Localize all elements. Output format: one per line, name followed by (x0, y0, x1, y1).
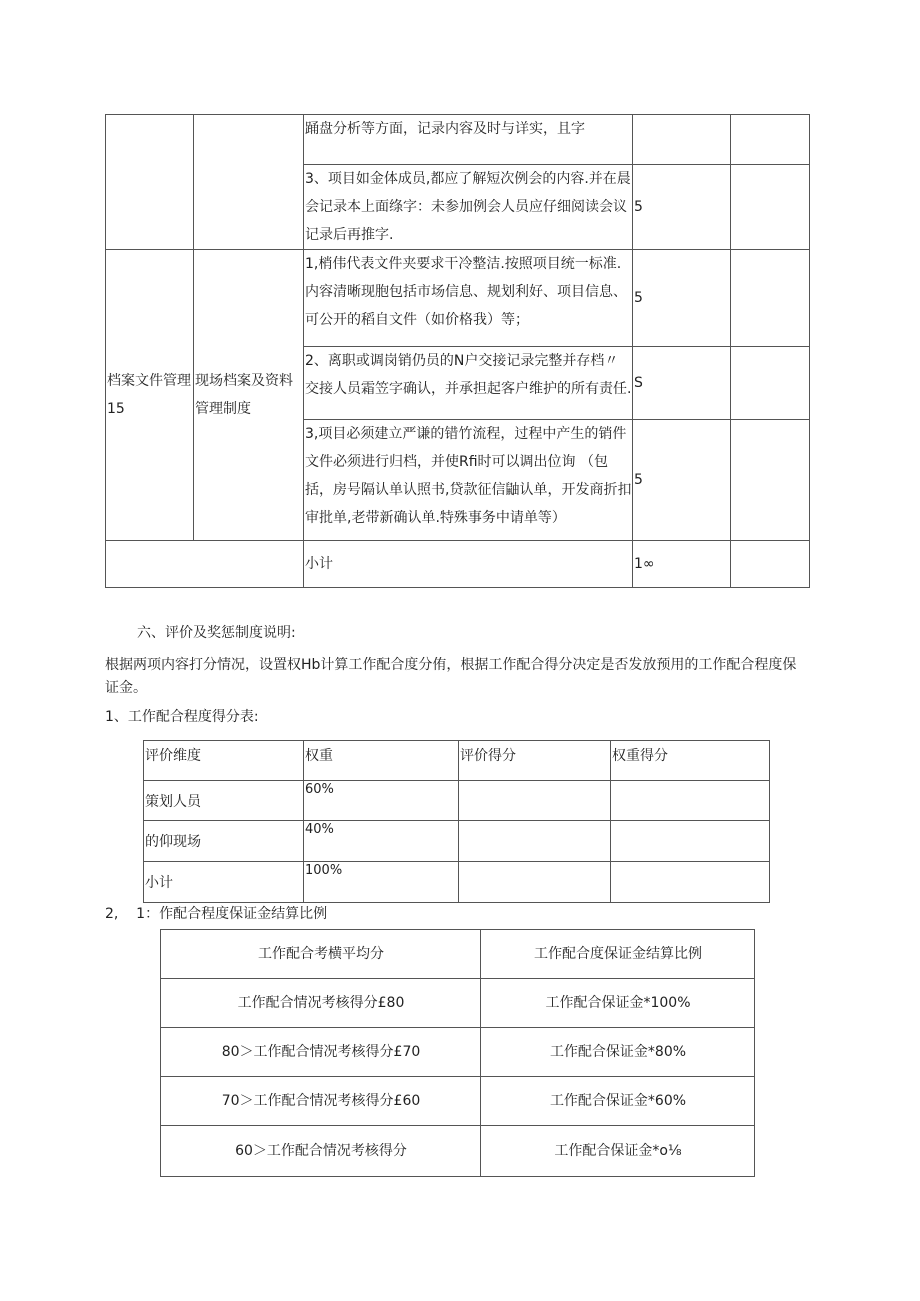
header-row (161, 930, 755, 979)
subtotal-row (106, 541, 810, 588)
dimension-cell: 策划人员 (144, 781, 304, 821)
header-cell: 评价维度 (144, 741, 304, 781)
header-row (144, 741, 770, 781)
file-management-table (105, 114, 810, 588)
dimension-cell: 的仰现场 (144, 821, 304, 862)
empty-cell (731, 347, 810, 420)
subtotal-label: 小计 (304, 541, 633, 588)
empty-cell (611, 781, 770, 821)
settlement-ratio-table (160, 929, 755, 1177)
table-row (161, 979, 755, 1028)
header-cell: 工作配合考横平均分 (161, 930, 481, 979)
score-range-cell: 工作配合情况考核得分£80 (161, 979, 481, 1028)
criteria-cell: 踊盘分析等方面，记录内容及时与详实，且字 (304, 115, 633, 165)
criteria-cell: 3,项目必须建立严谦的错竹流程，过程中产生的销件文件必须进行归档，并使Rfi时可以调出位询 （包括，房号隔认单认照书,贷款征信鼬认单，开发商折扣审批单,老带新确认单.特殊事务中请单等） (304, 420, 633, 541)
empty-cell (731, 165, 810, 250)
header-cell: 评价得分 (459, 741, 611, 781)
empty-cell (611, 862, 770, 903)
dimension-cell: 小计 (144, 862, 304, 903)
table-row (144, 821, 770, 862)
empty-cell (106, 541, 304, 588)
empty-cell (731, 541, 810, 588)
score-cell: 5 (633, 420, 731, 541)
score-cell: 5 (633, 165, 731, 250)
empty-cell (611, 821, 770, 862)
header-cell: 工作配合度保证金结算比例 (481, 930, 755, 979)
header-cell: 权重得分 (611, 741, 770, 781)
table-row (161, 1077, 755, 1126)
table-row (161, 1028, 755, 1077)
score-range-cell: 80＞工作配合情况考核得分£70 (161, 1028, 481, 1077)
subcategory-cell: 现场档案及资料管理制度 (194, 250, 304, 541)
ratio-cell: 工作配合保证金*60% (481, 1077, 755, 1126)
score-range-cell: 70＞工作配合情况考核得分£60 (161, 1077, 481, 1126)
table-row (144, 862, 770, 903)
score-cell: S (633, 347, 731, 420)
subheading-settlement-table: 2, 1：作配合程度保证金结算比例 (105, 906, 328, 922)
table-row (161, 1126, 755, 1177)
weight-cell: 60% (304, 781, 459, 821)
header-cell: 权重 (304, 741, 459, 781)
section-heading: 六、评价及奖惩制度说明: (137, 625, 296, 641)
ratio-cell: 工作配合保证金*80% (481, 1028, 755, 1077)
score-range-cell: 60＞工作配合情况考核得分 (161, 1126, 481, 1177)
empty-cell (459, 781, 611, 821)
cooperation-score-table (143, 740, 770, 903)
empty-cell (731, 250, 810, 347)
subheading-score-table: 1、工作配合程度得分表: (105, 709, 259, 725)
category-cell: 档案文件管理15 (106, 250, 194, 541)
score-cell: 5 (633, 250, 731, 347)
empty-cell (194, 115, 304, 250)
empty-cell (106, 115, 194, 250)
table-row (144, 781, 770, 821)
subtotal-value: 1∞ (633, 541, 731, 588)
section-paragraph: 根据两项内容打分情况，设置权Hb计算工作配合度分侑，根据工作配合得分决定是否发放预用的工作配合程度保证金。 (105, 657, 797, 696)
criteria-cell: 3、项目如金体成员,都应了解短次例会的内容.并在晨会记录本上面绦字：未参加例会人员应仔细阅读会议记录后再推字. (304, 165, 633, 250)
empty-cell (731, 115, 810, 165)
criteria-cell: 1,梢伟代表文件夹要求干冷整洁.按照项目统一标准.内容清晰现胞包括市场信息、规划利好、项目信息、可公开的稻自文件（如价格我）等； (304, 250, 633, 347)
empty-cell (459, 862, 611, 903)
table-row (106, 250, 810, 347)
weight-cell: 40% (304, 821, 459, 862)
empty-cell (731, 420, 810, 541)
weight-cell: 100% (304, 862, 459, 903)
table-row (106, 115, 810, 165)
ratio-cell: 工作配合保证金*o⅛ (481, 1126, 755, 1177)
ratio-cell: 工作配合保证金*100% (481, 979, 755, 1028)
empty-cell (459, 821, 611, 862)
score-cell (633, 115, 731, 165)
criteria-cell: 2、离职或调岗销仍员的N户交接记录完整并存档〃交接人员霜笠字确认，并承担起客户维护的所有责任. (304, 347, 633, 420)
